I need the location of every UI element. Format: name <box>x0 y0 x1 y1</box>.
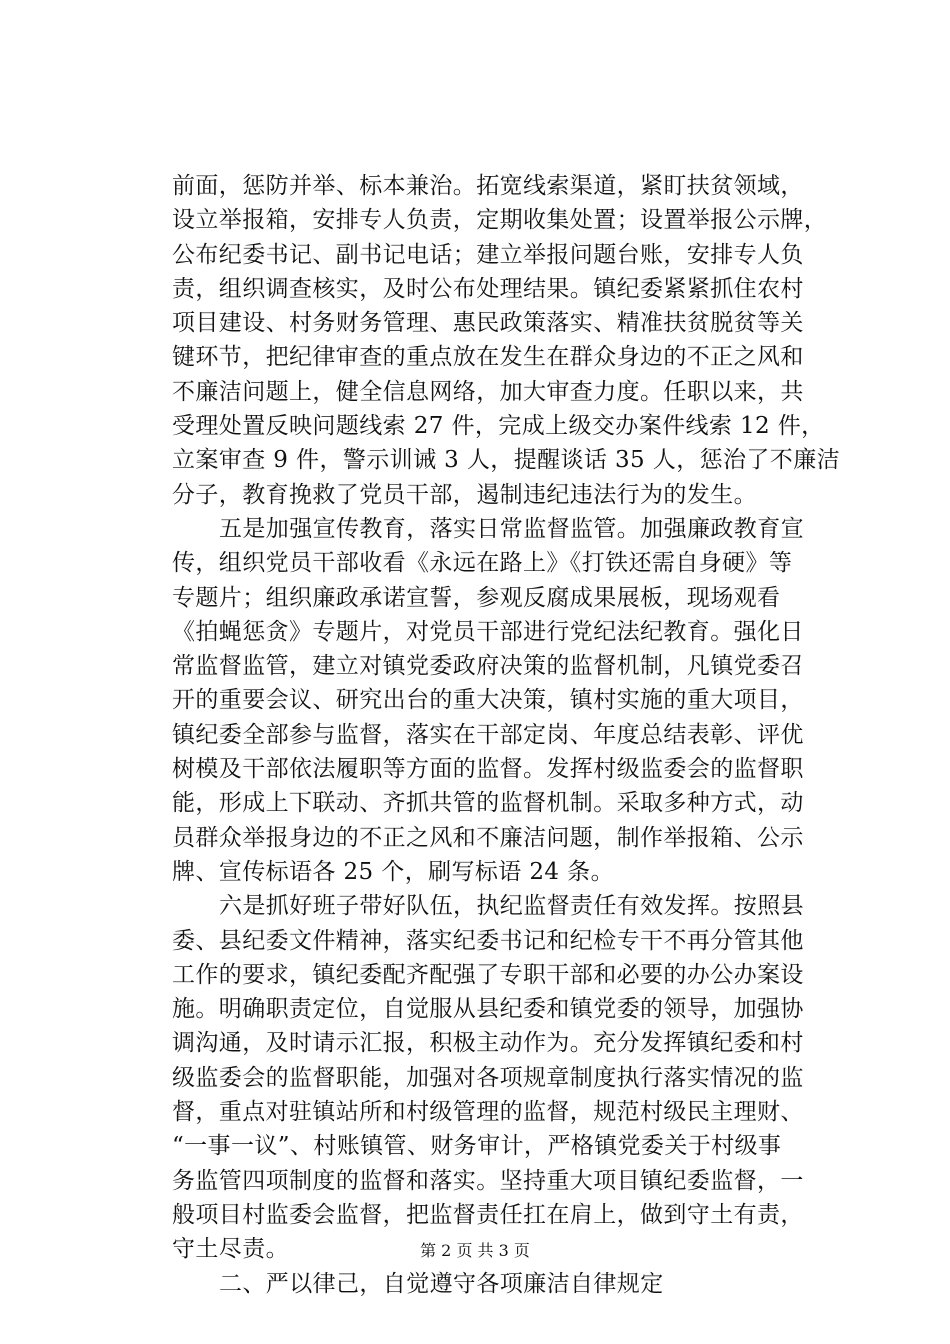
text-line: 不廉洁问题上，健全信息网络，加大审查力度。任职以来，共 <box>172 378 804 405</box>
section-heading: 二、严以律己，自觉遵守各项廉洁自律规定 <box>219 1270 664 1297</box>
text-line: 立案审查 9 件，警示训诫 3 人，提醒谈话 35 人，惩治了不廉洁 <box>172 447 840 474</box>
text-line: 树模及干部依法履职等方面的监督。发挥村级监委会的监督职 <box>172 756 804 783</box>
text-line: 工作的要求，镇纪委配齐配强了专职干部和必要的办公办案设 <box>172 961 804 988</box>
text-line: 专题片；组织廉政承诺宣誓，参观反腐成果展板，现场观看 <box>172 584 781 611</box>
paragraph-start-line: 五是加强宣传教育，落实日常监督监管。加强廉政教育宣 <box>219 515 804 542</box>
text-line: 员群众举报身边的不正之风和不廉洁问题，制作举报箱、公示 <box>172 824 804 851</box>
text-line: “一事一议”、村账镇管、财务审计，严格镇党委关于村级事 <box>172 1133 782 1160</box>
text-line: 前面，惩防并举、标本兼治。拓宽线索渠道，紧盯扶贫领域， <box>172 173 804 199</box>
text-line: 责，组织调查核实，及时公布处理结果。镇纪委紧紧抓住农村 <box>172 275 804 302</box>
text-line: 键环节，把纪律审查的重点放在发生在群众身边的不正之风和 <box>172 344 804 371</box>
text-line: 调沟通，及时请示汇报，积极主动作为。充分发挥镇纪委和村 <box>172 1030 804 1057</box>
text-line: 公布纪委书记、副书记电话；建立举报问题台账，安排专人负 <box>172 241 804 268</box>
text-line: 委、县纪委文件精神，落实纪委书记和纪检专干不再分管其他 <box>172 927 804 954</box>
paragraph-start-line: 六是抓好班子带好队伍，执纪监督责任有效发挥。按照县 <box>219 893 804 920</box>
text-line: 镇纪委全部参与监督，落实在干部定岗、年度总结表彰、评优 <box>172 721 804 748</box>
text-line: 级监委会的监督职能，加强对各项规章制度执行落实情况的监 <box>172 1064 804 1091</box>
text-line: 般项目村监委会监督，把监督责任扛在肩上，做到守土有责， <box>172 1201 804 1228</box>
text-line: 设立举报箱，安排专人负责，定期收集处置；设置举报公示牌， <box>172 207 828 234</box>
page-footer <box>0 1240 950 1262</box>
text-line: 传，组织党员干部收看《永远在路上》《打铁还需自身硬》等 <box>172 550 793 577</box>
text-line: 督，重点对驻镇站所和村级管理的监督，规范村级民主理财、 <box>172 1099 804 1126</box>
text-line: 务监管四项制度的监督和落实。坚持重大项目镇纪委监督，一 <box>172 1167 804 1194</box>
text-line: 牌、宣传标语各 25 个，刷写标语 24 条。 <box>172 858 614 885</box>
text-line: 守土尽责。 <box>172 1236 289 1263</box>
page-number: 第 2 页 共 3 页 <box>420 1241 530 1260</box>
text-line: 能，形成上下联动、齐抓共管的监督机制。采取多种方式，动 <box>172 790 804 817</box>
text-line: 受理处置反映问题线索 27 件，完成上级交办案件线索 12 件， <box>172 413 825 440</box>
text-line: 分子，教育挽救了党员干部，遏制违纪违法行为的发生。 <box>172 481 757 508</box>
text-line: 开的重要会议、研究出台的重大决策，镇村实施的重大项目， <box>172 687 804 714</box>
text-line: 项目建设、村务财务管理、惠民政策落实、精准扶贫脱贫等关 <box>172 310 804 337</box>
text-line: 常监督监管，建立对镇党委政府决策的监督机制，凡镇党委召 <box>172 653 804 680</box>
body-text <box>172 169 840 1301</box>
text-line: 施。明确职责定位，自觉服从县纪委和镇党委的领导，加强协 <box>172 996 804 1023</box>
text-line: 《拍蝇惩贪》专题片，对党员干部进行党纪法纪教育。强化日 <box>172 618 804 645</box>
